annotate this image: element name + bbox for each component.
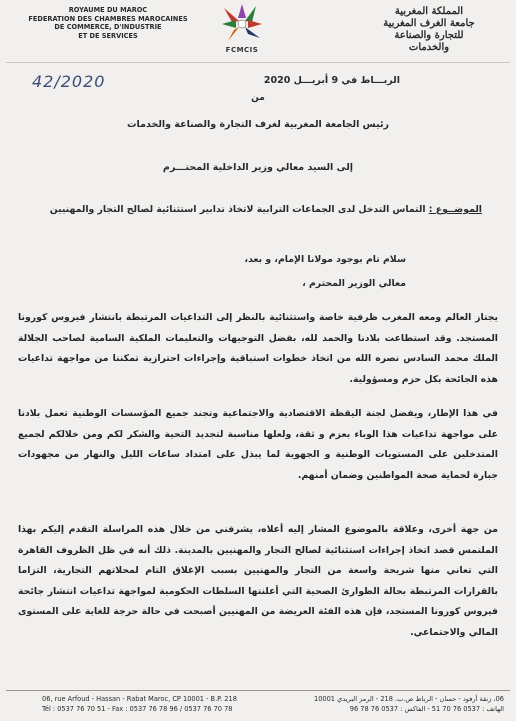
handwritten-reference-number: 42/2020 [32, 72, 106, 91]
from-label: من [251, 93, 265, 103]
header-right-line: والخدمات [408, 42, 450, 53]
footer-divider [6, 690, 510, 691]
footer-phone: Tél : 0537 76 70 51 - Fax : 0537 76 78 96 / 0537 76 70 78 [42, 705, 233, 713]
logo-shape [224, 8, 239, 22]
footer-address-arabic: 06، زنقة أرفود - حسان - الرباط ص.ب. 218 - الرمز البريدي 10001 [314, 695, 504, 703]
header-right-arabic [364, 6, 494, 54]
footer-arabic [274, 694, 504, 714]
footer-phone-arabic: الهاتف : 0537 76 70 51 - الفاكس : 0537 76 78 96 [349, 705, 504, 713]
footer-address: 06, rue Arfoud - Hassan - Rabat Maroc, CP 10001 - B.P. 218 [42, 695, 237, 703]
header-divider [6, 62, 510, 63]
body-paragraph-1: يجتاز العالم ومعه المغرب ظرفية خاصة واستثنائية بالنظر إلى التداعيات المرتبطة بانتشار فيروس كورونا المستجد. وقد استطاعت بلادنا والحمد لله، بفضل التوجيهات والتعليمات الملكية السامية لصاحب الجلالة الملك محمد السادس نصره الله من اتخاذ خطوات استباقية وإجراءات احترازية تمكننا من مواجهة تداعيات هذه الجائحة بكل حزم ومسؤولية. [18, 312, 498, 385]
sender-title: رئيس الجامعة المغربية لغرف التجارة والصناعة والخدمات [126, 119, 389, 130]
salutation: معالي الوزير المحترم ، [302, 278, 406, 289]
subject-text: التماس التدخل لدى الجماعات الترابية لاتخاذ تدابير استثنائية لصالح التجار والمهنيين [49, 204, 429, 215]
recipient: إلى السيد معالي وزير الداخلية المحتـــرم [162, 162, 354, 173]
header-left-line: DE COMMERCE, D'INDUSTRIE [54, 23, 162, 32]
subject-label: الموضــوع : [428, 204, 482, 215]
logo-shape [238, 4, 246, 18]
body-paragraph-2: في هذا الإطار، ويفضل لجنة اليقظة الاقتصادية والاجتماعية وتجند جميع المؤسسات الوطنية تعمل بلادنا على مواجهة تداعيات هذا الوباء بعزم و ثقة، ولعلها مناسبة لتجديد التحية والشكر لكم ومن خلالكم لجميع المتدخلين على المستويات الوطنية و الجهوية لما يبذل على امتداد ساعات الليل والنهار من مجهودات جبارة لحماية صحة المواطنين وضمان أمنهم. [18, 408, 498, 481]
logo-shape [248, 20, 262, 28]
logo-shape [245, 6, 256, 22]
logo-center [238, 20, 246, 28]
logo-shape [228, 27, 239, 41]
body-paragraph-3: من جهة أخرى، وعلاقة بالموضوع المشار إليه أعلاه، يشرفني من خلال هذه المراسلة التقدم إليكم بهذا الملتمس قصد اتخاذ إجراءات استثنائية لصالح التجار والمهنيين بالمدينة. ذلك أنه في ظل الظروف القاهرة التي تعاني منها شريحة واسعة من التجار والمهنيين بسبب الإغلاق التام لمحلاتهم التجارية، التزاما بالقرارات المرتبطة بحالة الطوارئ الصحية التي أعلنتها السلطات الحكومية لمواجهة تداعيات انتشار جائحة فيروس كورونا المستجد، فإن هذه الفئة العريضة من المهنيين أصبحت في حالة حرجة للغاية على المستوى المالي والاجتماعي. [18, 524, 498, 638]
logo-text: FCMCIS [225, 46, 259, 54]
logo-shape [222, 20, 236, 28]
logo-shape [245, 27, 260, 38]
header-left-french [8, 6, 208, 40]
header-left-line: ROYAUME DU MAROC [68, 6, 148, 14]
footer-french [42, 694, 272, 714]
greeting: سلام تام بوجود مولانا الإمام، و بعد، [244, 254, 406, 265]
header-left-line: ET DE SERVICES [78, 31, 138, 40]
header-left-line: FEDERATION DES CHAMBRES MAROCAINES [28, 14, 188, 23]
subject-line [28, 204, 482, 215]
header-right-line: للتجارة والصناعة [394, 30, 464, 41]
header-right-line: المملكة المغربية [394, 6, 464, 17]
header-right-line: جامعة الغرف المغربية [383, 18, 475, 29]
letter-date: الربـــاط في 9 أبريـــل 2020 [263, 75, 400, 86]
